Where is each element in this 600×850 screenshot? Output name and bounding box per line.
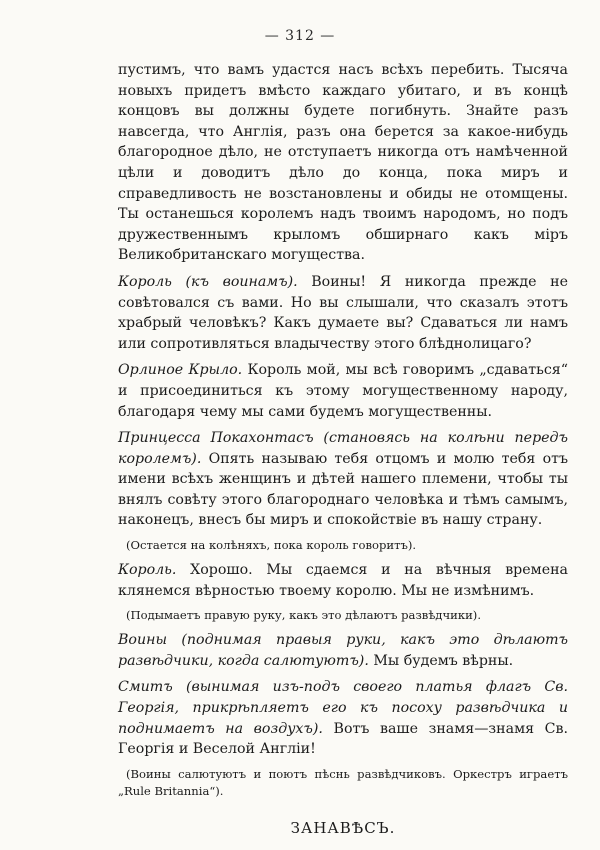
warriors-paragraph <box>118 630 568 671</box>
speaker-smith: Смитъ (вынимая изъ-подъ своего платья флагъ Св. Георгія, прикрѣпляетъ его къ посоху развѣдчика и поднимаетъ на воздухъ). <box>118 679 568 737</box>
smith-text: Вотъ ваше знамя—знамя Св. Георгія и Веселой Англіи! <box>118 720 568 758</box>
page-number: — 312 — <box>264 28 336 44</box>
speaker-king-2: Король. <box>118 562 177 579</box>
pocahontas-text: Опять называю тебя отцомъ и молю тебя отъ имени всѣхъ женщинъ и дѣтей нашего племени, чтобы ты внялъ совѣту этого благороднаго человѣка и тѣмъ самымъ, наконецъ, внесъ бы миръ и спокойствіе въ нашу страну. <box>118 450 569 529</box>
stage-direction-3: (Воины салютуютъ и поютъ пѣснь развѣдчиковъ. Оркестръ играетъ „Rule Britannia“). <box>118 766 568 798</box>
king-response-paragraph <box>118 560 568 601</box>
king-speech-paragraph <box>118 272 568 354</box>
speaker-king: Король (къ воинамъ). <box>118 273 298 290</box>
eagle-wing-text: Король мой, мы всѣ говоримъ „сдаваться“ и присоединиться къ этому могущественному народу, благодаря чему мы сами будемъ могущественны. <box>118 362 568 420</box>
stage-direction-2: (Подымаетъ правую руку, какъ это дѣлаютъ развѣдчики). <box>126 608 482 623</box>
eagle-wing-paragraph <box>118 360 568 422</box>
curtain-heading: ЗАНАВѢСЪ. <box>290 818 396 837</box>
speaker-pocahontas: Принцесса Покахонтасъ (становясь на колѣни передъ королемъ). <box>118 430 568 467</box>
warriors-text: Мы будемъ вѣрны. <box>373 652 514 669</box>
king-speech-text: Воины! Я никогда прежде не совѣтовался съ вами. Но вы слышали, что сказалъ этотъ храбрый человѣкъ? Какъ думаете вы? Сдаваться ли намъ или сопротивляться владычеству этого блѣднолицаго? <box>118 273 568 352</box>
opening-paragraph: пустимъ, что вамъ удастся насъ всѣхъ перебить. Тысяча новыхъ придетъ вмѣсто каждаго убитаго, и въ концѣ концовъ вы должны будете погибнуть. Знайте разъ навсегда, что Англія, разъ она берется за какое-нибудь благородное дѣло, не отступаетъ никогда отъ намѣченной цѣли и доводитъ дѣло до конца, пока миръ и справедливость не возстановлены и обиды не отомщены. Ты останешься королемъ надъ твоимъ народомъ, но подъ дружественнымъ крыломъ обширнаго какъ міръ Великобританскаго могущества. <box>118 62 568 264</box>
stage-direction-1: (Остается на колѣняхъ, пока король говоритъ). <box>126 538 417 553</box>
page-content <box>118 60 568 838</box>
smith-paragraph <box>118 677 568 759</box>
pocahontas-paragraph <box>118 428 568 531</box>
king-response-text: Хорошо. Мы сдаемся и на вѣчныя времена клянемся вѣрностью твоему королю. Мы не измѣнимъ. <box>118 562 569 599</box>
speaker-eagle-wing: Орлиное Крыло. <box>118 362 243 379</box>
speaker-warriors: Воины (поднимая правыя руки, какъ это дѣлаютъ развѣдчики, когда салютуютъ). <box>118 632 568 669</box>
